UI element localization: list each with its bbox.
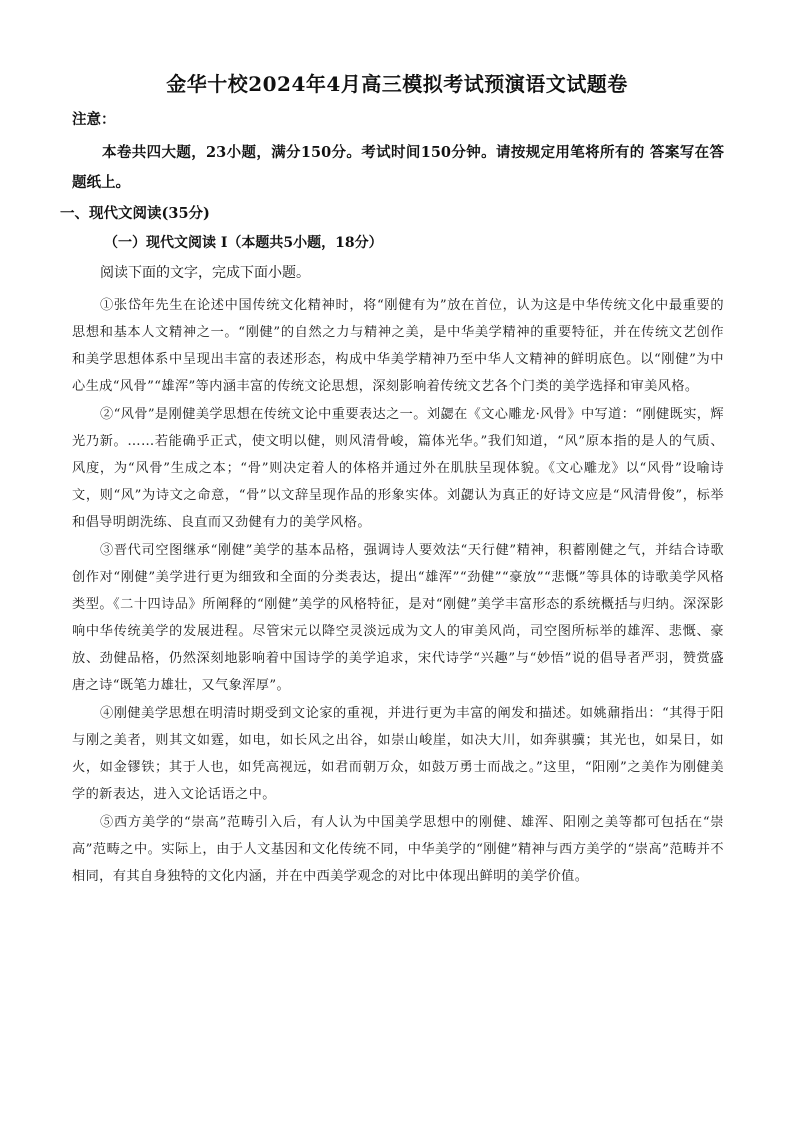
passage-paragraph-5: ⑤西方美学的“崇高”范畴引入后，有人认为中国美学思想中的刚健、雄浑、阳刚之美等都可包括在“崇高”范畴之中。实际上，由于人文基因和文化传统不同，中华美学的“刚健”精神与西方美学的“崇高”范畴并不相同，有其自身独特的文化内涵，并在中西美学观念的对比中体现出鲜明的美学价值。 — [72, 815, 724, 884]
passage-paragraph-2: ②“风骨”是刚健美学思想在传统文论中重要表达之一。刘勰在《文心雕龙·风骨》中写道：“刚健既实，辉光乃新。……若能确乎正式，使文明以健，则风清骨峻，篇体光华。”我们知道，“风”原本指的是人的气质、风度，为“风骨”生成之本；“骨”则决定着人的体格并通过外在肌肤呈现体貌。《文心雕龙》以“风骨”设喻诗文，则“风”为诗文之命意，“骨”以文辞呈现作品的形象实体。刘勰认为真正的好诗文应是“风清骨俊”，标举和倡导明朗洗练、良直而又劲健有力的美学风格。 — [72, 407, 724, 530]
passage-paragraph-1: ①张岱年先生在论述中国传统文化精神时，将“刚健有为”放在首位，认为这是中华传统文化中最重要的思想和基本人文精神之一。“刚健”的自然之力与精神之美，是中华美学精神的重要特征，并在传统文艺创作和美学思想体系中呈现出丰富的表述形态，构成中华美学精神乃至中华人文精神的鲜明底色。以“刚健”为中心生成“风骨”“雄浑”等内涵丰富的传统文论思想，深刻影响着传统文艺各个门类的美学选择和审美风格。 — [72, 298, 724, 394]
exam-instructions: 本卷共四大题，23小题，满分150分。考试时间150分钟。请按规定用笔将所有的 答案写在答题纸上。 — [72, 144, 724, 191]
passage-paragraph-4: ④刚健美学思想在明清时期受到文论家的重视，并进行更为丰富的阐发和描述。如姚鼐指出：“其得于阳与刚之美者，则其文如霆，如电，如长风之出谷，如崇山峻崖，如决大川，如奔骐骥；其光也，如杲日，如火，如金镠铁；其于人也，如凭高视远，如君而朝万众，如鼓万勇士而战之。”这里，“阳刚”之美作为刚健美学的新表达，进入文论话语之中。 — [72, 706, 724, 802]
subsection-heading: （一）现代文阅读 I（本题共5小题，18分） — [104, 235, 383, 251]
reading-passage — [72, 292, 724, 891]
reading-instruction: 阅读下面的文字，完成下面小题。 — [100, 265, 310, 281]
passage-paragraph-3: ③晋代司空图继承“刚健”美学的基本品格，强调诗人要效法“天行健”精神，积蓄刚健之气，并结合诗歌创作对“刚健”美学进行更为细致和全面的分类表达，提出“雄浑”“劲健”“豪放”“悲慨”等具体的诗歌美学风格类型。《二十四诗品》所阐释的“刚健”美学的风格特征，是对“刚健”美学丰富形态的系统概括与归纳。深深影响中华传统美学的发展进程。尽管宋元以降空灵淡远成为文人的审美风尚，司空图所标举的雄浑、悲慨、豪放、劲健品格，仍然深刻地影响着中国诗学的美学追求，宋代诗学“兴趣”与“妙悟”说的倡导者严羽，赞赏盛唐之诗“既笔力雄壮，又气象浑厚”。 — [72, 543, 724, 693]
notice-label: 注意： — [72, 111, 116, 128]
section-heading: 一、现代文阅读(35分) — [60, 205, 210, 222]
exam-title: 金华十校2024年4月高三模拟考试预演语文试题卷 — [166, 72, 628, 96]
